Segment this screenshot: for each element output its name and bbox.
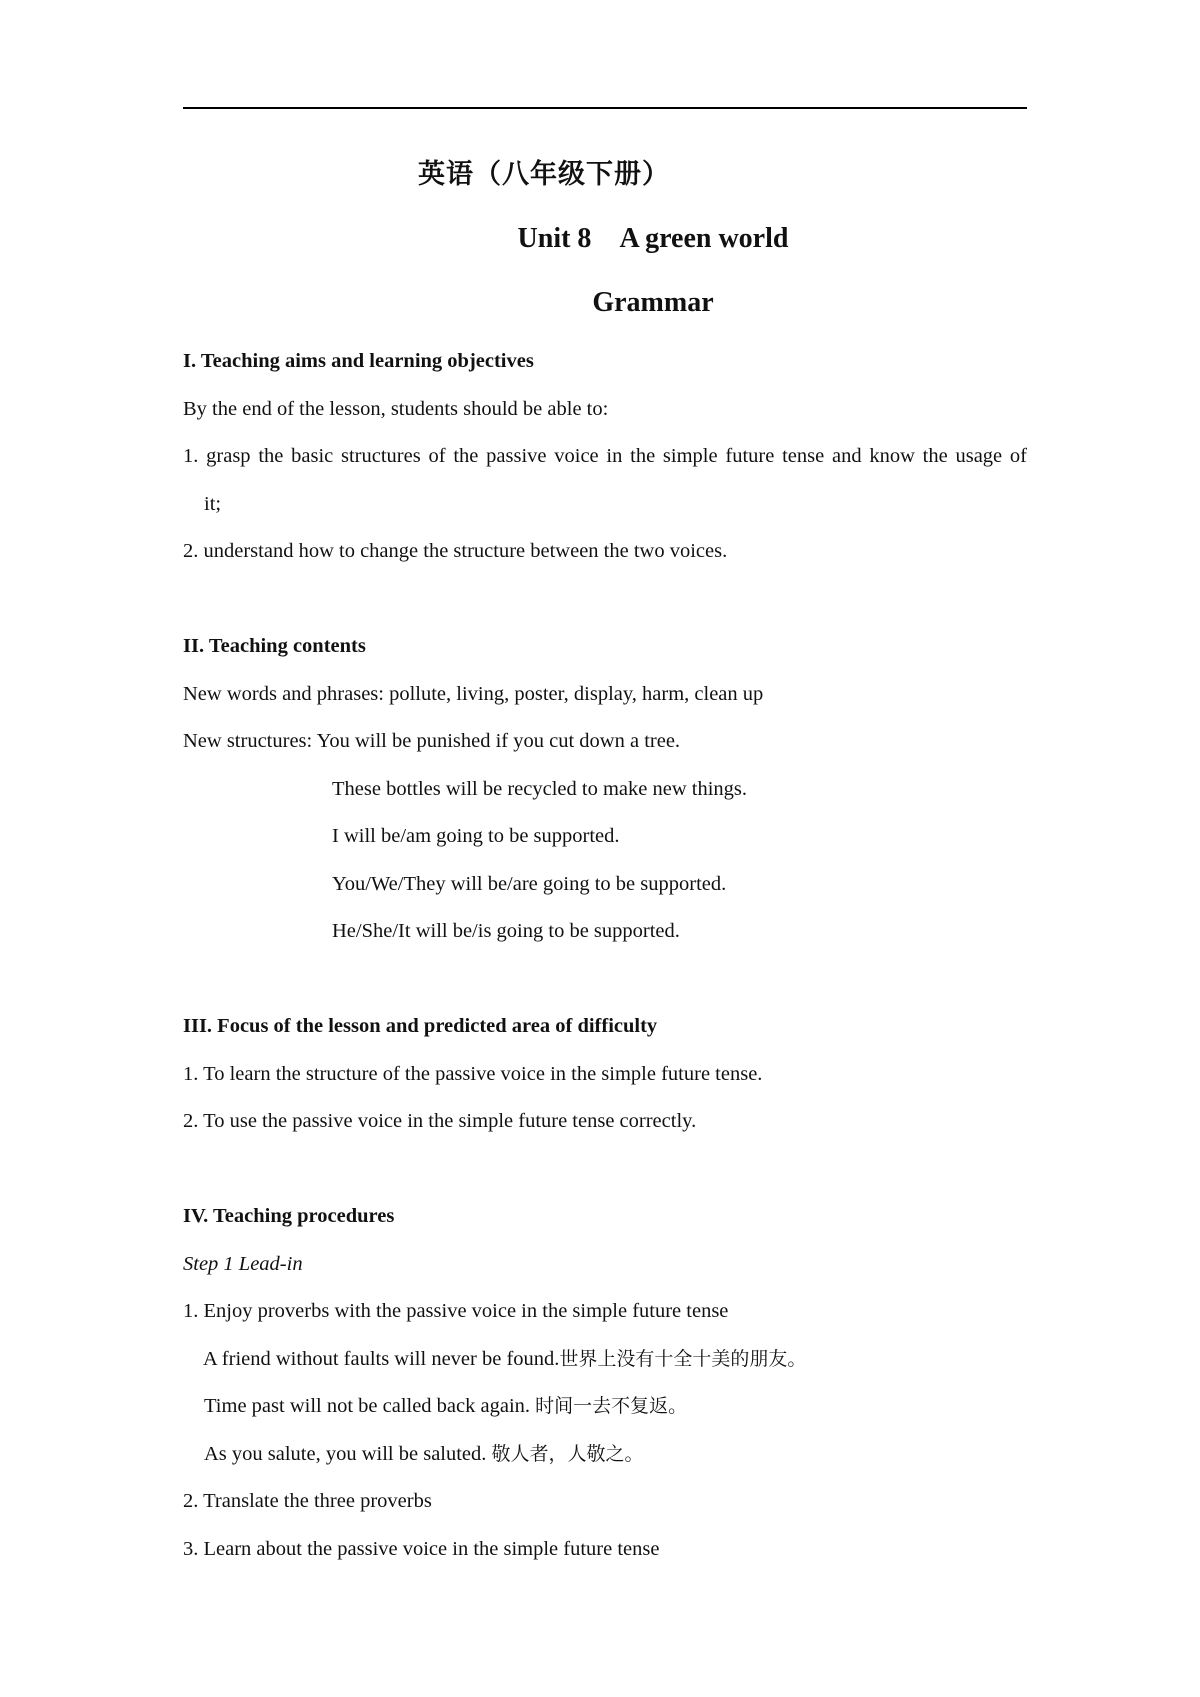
unit-title xyxy=(0,222,1200,256)
aims-item-1-cont: it; xyxy=(204,493,222,515)
proverb-1-cn: 世界上没有十全十美的朋友。 xyxy=(559,1348,807,1370)
contents-structure-3: I will be/am going to be supported. xyxy=(332,825,620,847)
header-rule xyxy=(183,107,1027,109)
contents-structure-4: You/We/They will be/are going to be supported. xyxy=(332,873,727,895)
contents-structure-5: He/She/It will be/is going to be supported. xyxy=(332,920,680,942)
heading-focus: III. Focus of the lesson and predicted area of difficulty xyxy=(183,1015,658,1037)
focus-item-2: 2. To use the passive voice in the simple future tense correctly. xyxy=(183,1110,697,1132)
proverb-3-cn: 敬人者，人敬之。 xyxy=(491,1443,644,1465)
proverb-3-en: As you salute, you will be saluted. xyxy=(204,1443,492,1465)
proverb-1-en: A friend without faults will never be found. xyxy=(203,1348,560,1370)
proverb-1 xyxy=(203,1346,806,1372)
unit-label: Unit 8 xyxy=(517,223,592,254)
proverb-2-cn: 时间一去不复返。 xyxy=(535,1395,688,1417)
procedure-item-1: 1. Enjoy proverbs with the passive voice in the simple future tense xyxy=(183,1300,729,1322)
procedure-item-2: 2. Translate the three proverbs xyxy=(183,1490,432,1512)
book-title: 英语（八年级下册） xyxy=(418,159,670,190)
step-1-label: Step 1 Lead-in xyxy=(183,1253,303,1275)
unit-name: A green world xyxy=(619,223,789,254)
proverb-3 xyxy=(204,1441,644,1467)
proverb-2 xyxy=(204,1393,687,1419)
procedure-item-3: 3. Learn about the passive voice in the simple future tense xyxy=(183,1538,660,1560)
focus-item-1: 1. To learn the structure of the passive voice in the simple future tense. xyxy=(183,1063,763,1085)
proverb-2-en: Time past will not be called back again. xyxy=(204,1395,536,1417)
heading-aims: I. Teaching aims and learning objectives xyxy=(183,350,534,372)
section-title: Grammar xyxy=(592,287,714,318)
aims-item-2: 2. understand how to change the structure between the two voices. xyxy=(183,540,728,562)
contents-structure-2: These bottles will be recycled to make new things. xyxy=(332,778,748,800)
heading-procedures: IV. Teaching procedures xyxy=(183,1205,395,1227)
heading-contents: II. Teaching contents xyxy=(183,635,366,657)
aims-item-1: 1. grasp the basic structures of the passive voice in the simple future tense and know the usage of xyxy=(183,445,1027,467)
aims-intro: By the end of the lesson, students should be able to: xyxy=(183,398,609,420)
contents-words: New words and phrases: pollute, living, poster, display, harm, clean up xyxy=(183,683,764,705)
contents-structure-1: New structures: You will be punished if you cut down a tree. xyxy=(183,730,681,752)
